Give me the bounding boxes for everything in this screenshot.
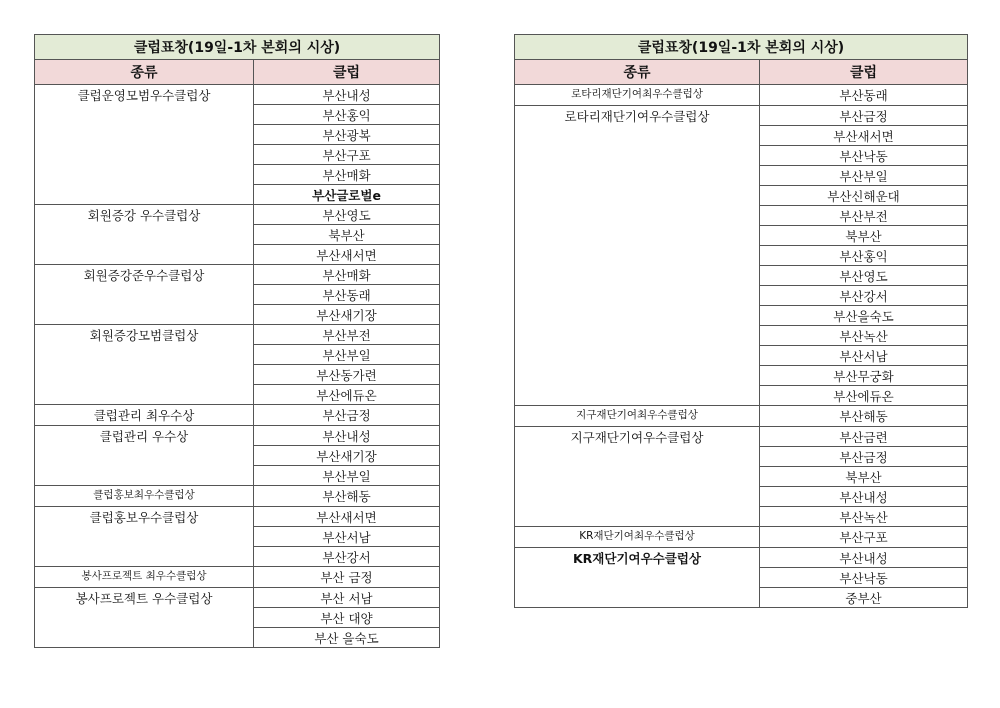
club-name: 부산새서면 — [760, 126, 968, 146]
table-row — [35, 567, 440, 588]
club-name: 부산내성 — [254, 85, 440, 105]
club-name: 부산부일 — [254, 345, 440, 365]
table-title: 클럽표창(19일-1차 본회의 시상) — [35, 35, 440, 60]
club-name: 부산녹산 — [760, 326, 968, 346]
award-category: 로타리재단기여우수클럽상 — [515, 106, 760, 406]
award-category: 지구재단기여우수클럽상 — [515, 427, 760, 527]
table-row — [515, 406, 968, 427]
club-name: 부산동래 — [760, 85, 968, 106]
table-title: 클럽표창(19일-1차 본회의 시상) — [515, 35, 968, 60]
club-name: 부산내성 — [254, 426, 440, 446]
club-name: 부산 을숙도 — [254, 628, 440, 648]
club-name: 부산해동 — [254, 486, 440, 507]
club-name: 부산글로벌e — [254, 185, 440, 205]
right-table-body — [515, 85, 968, 608]
club-name: 부산낙동 — [760, 146, 968, 166]
column-header-club: 클럽 — [254, 60, 440, 85]
left-table-body — [35, 85, 440, 648]
award-category: 회원증강준우수클럽상 — [35, 265, 254, 325]
club-name: 부산서남 — [760, 346, 968, 366]
club-name: 부산을숙도 — [760, 306, 968, 326]
club-name: 부산금련 — [760, 427, 968, 447]
club-name: 부산부일 — [254, 466, 440, 486]
table-row — [35, 325, 440, 345]
award-category: 회원증강모범클럽상 — [35, 325, 254, 405]
club-name: 부산광복 — [254, 125, 440, 145]
club-name: 북부산 — [760, 226, 968, 246]
club-name: 부산홍익 — [254, 105, 440, 125]
table-row — [35, 486, 440, 507]
club-name: 부산금정 — [254, 405, 440, 426]
club-name: 부산부전 — [254, 325, 440, 345]
club-name: 부산 서남 — [254, 588, 440, 608]
award-category: 클럽운영모범우수클럽상 — [35, 85, 254, 205]
club-name: 부산매화 — [254, 165, 440, 185]
award-category: 봉사프로젝트 우수클럽상 — [35, 588, 254, 648]
club-name: 부산내성 — [760, 548, 968, 568]
table-row — [35, 265, 440, 285]
club-name: 부산부전 — [760, 206, 968, 226]
table-row — [35, 205, 440, 225]
club-name: 부산금정 — [760, 106, 968, 126]
table-row — [515, 106, 968, 126]
table-row — [515, 527, 968, 548]
club-name: 부산강서 — [760, 286, 968, 306]
club-name: 부산구포 — [760, 527, 968, 548]
table-row — [35, 426, 440, 446]
club-name: 부산새서면 — [254, 245, 440, 265]
award-category: 지구재단기여최우수클럽상 — [515, 406, 760, 427]
award-category: 봉사프로젝트 최우수클럽상 — [35, 567, 254, 588]
club-name: 부산매화 — [254, 265, 440, 285]
table-row — [515, 85, 968, 106]
club-name: 부산에듀온 — [254, 385, 440, 405]
club-name: 북부산 — [254, 225, 440, 245]
club-name: 부산서남 — [254, 527, 440, 547]
club-name: 부산 금정 — [254, 567, 440, 588]
table-row — [35, 507, 440, 527]
table-row — [35, 405, 440, 426]
award-category: 로타리재단기여최우수클럽상 — [515, 85, 760, 106]
club-name: 부산동래 — [254, 285, 440, 305]
right-award-table — [514, 34, 968, 608]
club-name: 부산낙동 — [760, 568, 968, 588]
club-name: 부산영도 — [254, 205, 440, 225]
club-name: 부산녹산 — [760, 507, 968, 527]
club-name: 부산금정 — [760, 447, 968, 467]
table-row — [515, 548, 968, 568]
award-category: KR재단기여우수클럽상 — [515, 548, 760, 608]
club-name: 북부산 — [760, 467, 968, 487]
column-header-category: 종류 — [515, 60, 760, 85]
column-header-category: 종류 — [35, 60, 254, 85]
club-name: 중부산 — [760, 588, 968, 608]
award-category: 클럽관리 우수상 — [35, 426, 254, 486]
award-category: 클럽관리 최우수상 — [35, 405, 254, 426]
club-name: 부산무궁화 — [760, 366, 968, 386]
club-name: 부산새기장 — [254, 446, 440, 466]
club-name: 부산홍익 — [760, 246, 968, 266]
table-row — [35, 85, 440, 105]
club-name: 부산부일 — [760, 166, 968, 186]
club-name: 부산새기장 — [254, 305, 440, 325]
left-award-table — [34, 34, 440, 648]
club-name: 부산 대양 — [254, 608, 440, 628]
column-header-club: 클럽 — [760, 60, 968, 85]
club-name: 부산강서 — [254, 547, 440, 567]
club-name: 부산새서면 — [254, 507, 440, 527]
club-name: 부산신해운대 — [760, 186, 968, 206]
award-category: KR재단기여최우수클럽상 — [515, 527, 760, 548]
club-name: 부산해동 — [760, 406, 968, 427]
club-name: 부산구포 — [254, 145, 440, 165]
table-row — [35, 588, 440, 608]
award-category: 클럽홍보최우수클럽상 — [35, 486, 254, 507]
club-name: 부산에듀온 — [760, 386, 968, 406]
club-name: 부산영도 — [760, 266, 968, 286]
award-category: 회원증강 우수클럽상 — [35, 205, 254, 265]
club-name: 부산동가련 — [254, 365, 440, 385]
club-name: 부산내성 — [760, 487, 968, 507]
award-category: 클럽홍보우수클럽상 — [35, 507, 254, 567]
table-row — [515, 427, 968, 447]
